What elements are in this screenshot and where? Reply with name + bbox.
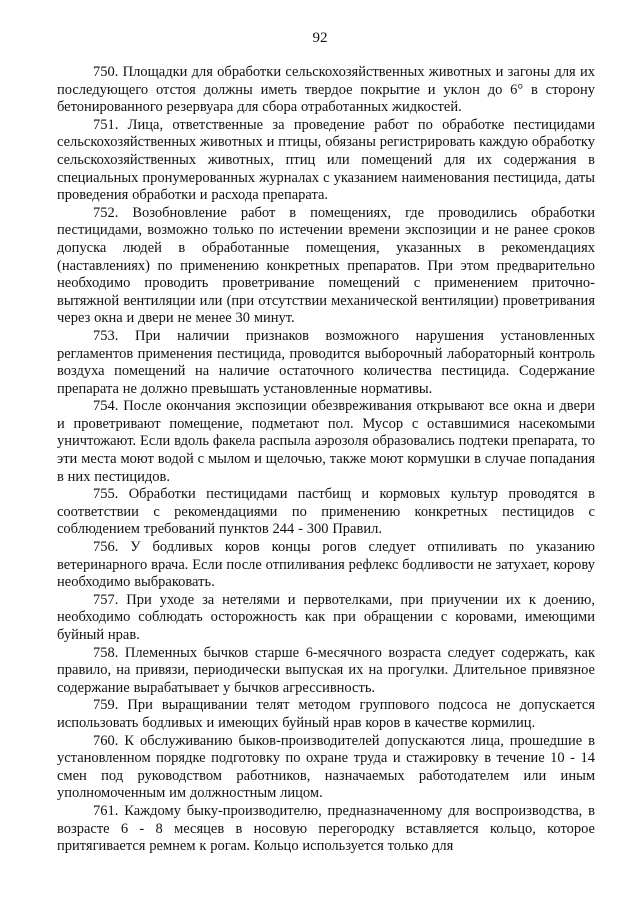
paragraph-757: 757. При уходе за нетелями и первотелками, при приучении их к доению, необходимо соблюдать осторожность как при обращении с коровами, имеющими буйный нрав. (57, 591, 595, 643)
paragraph-753: 753. При наличии признаков возможного нарушения установленных регламентов применения пестицида, проводится выборочный лабораторный контроль воздуха помещений на наличие остаточного количества пестицида. Содержание препарата не должно превышать установленные нормативы. (57, 327, 595, 397)
paragraph-754: 754. После окончания экспозиции обезвреживания открывают все окна и двери и проветривают помещение, подметают пол. Мусор с оставшимися насекомыми уничтожают. Если вдоль факела распыла аэрозоля образовались подтеки препарата, то эти места моют водой с мылом и щелочью, также моют кормушки в случае попадания в них пестицидов. (57, 398, 595, 485)
paragraph-758: 758. Племенных бычков старше 6-месячного возраста следует содержать, как правило, на привязи, периодически выпуская их на прогулки. Длительное привязное содержание вырабатывает у бычков агрессивность. (57, 644, 595, 696)
paragraph-750: 750. Площадки для обработки сельскохозяйственных животных и загоны для их последующего отстоя должны иметь твердое покрытие и уклон до 6° в сторону бетонированного резервуара для сбора отработанных жидкостей. (57, 64, 595, 116)
paragraph-761: 761. Каждому быку-производителю, предназначенному для воспроизводства, в возрасте 6 - 8 месяцев в носовую перегородку вставляется кольцо, которое притягивается ремнем к рогам. Кольцо используется только для (57, 802, 595, 855)
paragraph-760: 760. К обслуживанию быков-производителей допускаются лица, прошедшие в установленном порядке подготовку по охране труда и стажировку в течение 10 - 14 смен под руководством работников, назначаемых работодателем или иным уполномоченным им должностным лицом. (57, 732, 595, 802)
document-body (57, 64, 595, 856)
paragraph-756: 756. У бодливых коров концы рогов следует отпиливать по указанию ветеринарного врача. Если после отпиливания рефлекс бодливости не затухает, корову необходимо выбраковать. (57, 539, 595, 591)
paragraph-759: 759. При выращивании телят методом группового подсоса не допускается использовать бодливых и имеющих буйный нрав коров в качестве кормилиц. (57, 697, 595, 731)
page-number: 92 (312, 30, 328, 46)
paragraph-755: 755. Обработки пестицидами пастбищ и кормовых культур проводятся в соответствии с рекомендациями по применению конкретных пестицидов с соблюдением требований пунктов 244 - 300 Правил. (57, 486, 595, 538)
paragraph-752: 752. Возобновление работ в помещениях, где проводились обработки пестицидами, возможно только по истечении времени экспозиции и не ранее сроков допуска людей в обработанные помещения, указанных в рекомендациях (наставлениях) по применению конкретных препаратов. При этом предварительно необходимо проводить проветривание помещений с применением приточно-вытяжной вентиляции или (при отсутствии механической вентиляции) проветривания через окна и двери не менее 30 минут. (57, 204, 595, 327)
paragraph-751: 751. Лица, ответственные за проведение работ по обработке пестицидами сельскохозяйственных животных и птицы, обязаны регистрировать каждую обработку сельскохозяйственных животных, птиц или помещений для их содержания в специальных пронумерованных журналах с указанием наименования пестицида, даты проведения обработки и расхода препарата. (57, 116, 595, 204)
